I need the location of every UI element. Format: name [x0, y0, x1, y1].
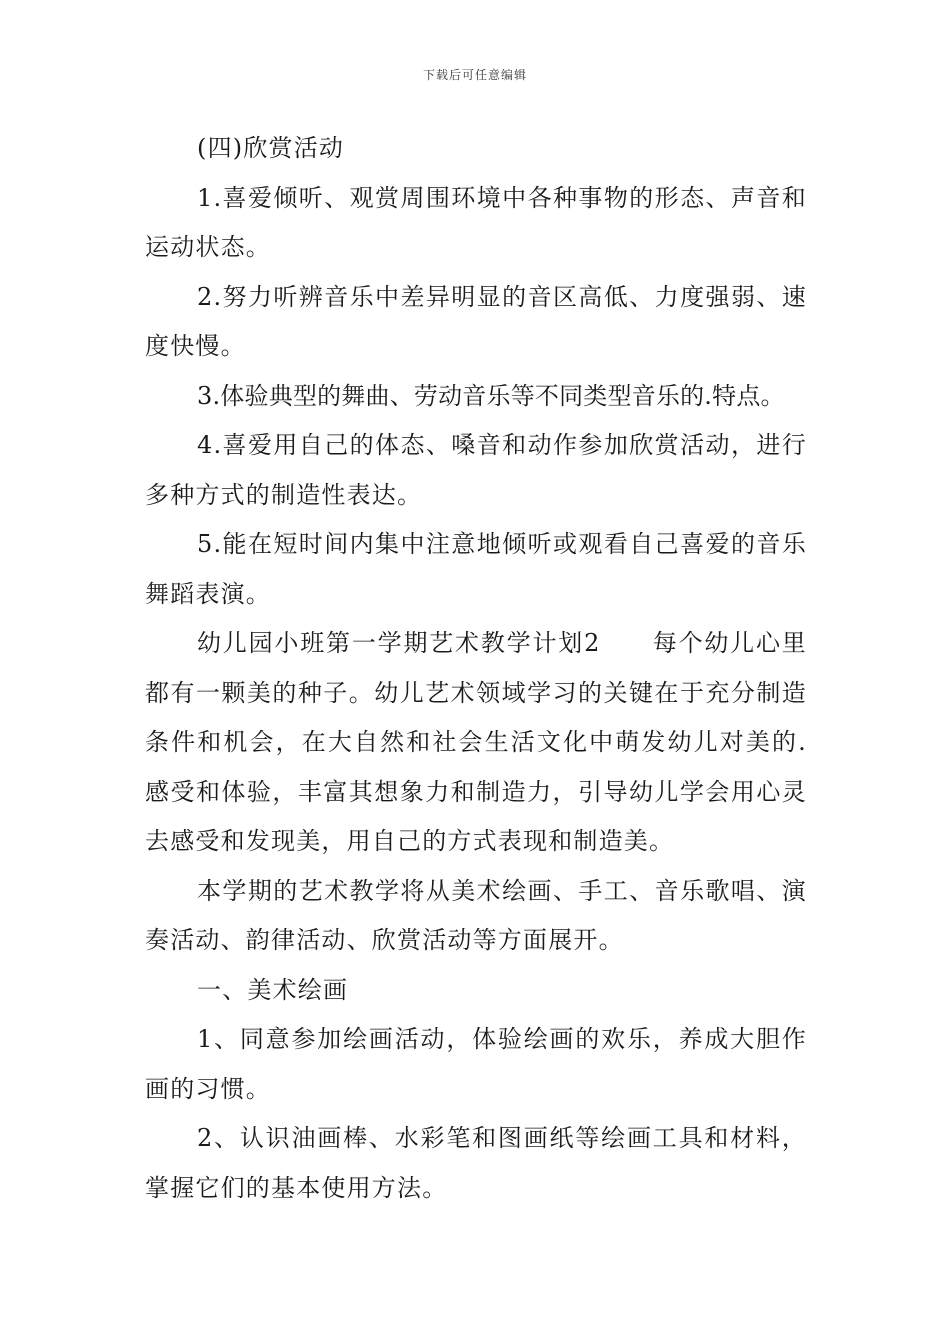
- paragraph-item-5: 5.能在短时间内集中注意地倾听或观看自己喜爱的音乐舞蹈表演。: [145, 530, 807, 608]
- paragraph-item-4: 4.喜爱用自己的体态、嗓音和动作参加欣赏活动，进行多种方式的制造性表达。: [145, 431, 807, 509]
- paragraph-item-1: 1.喜爱倾听、观赏周围环境中各种事物的形态、声音和运动状态。: [145, 183, 807, 261]
- document-body: [145, 124, 807, 1213]
- page-header: 下载后可任意编辑: [422, 68, 527, 82]
- painting-item-1: 1、同意参加绘画活动，体验绘画的欢乐，养成大胆作画的习惯。: [145, 1025, 807, 1103]
- paragraph-item-3: 3.体验典型的舞曲、劳动音乐等不同类型音乐的.特点。: [197, 381, 785, 410]
- section-heading-appreciation: (四)欣赏活动: [197, 134, 345, 162]
- section-heading-art-painting: 一、美术绘画: [197, 975, 349, 1004]
- paragraph-item-2: 2.努力听辨音乐中差异明显的音区高低、力度强弱、速度快慢。: [145, 282, 807, 360]
- plan-intro-paragraph: 幼儿园小班第一学期艺术教学计划2 每个幼儿心里都有一颗美的种子。幼儿艺术领域学习的关键在于充分制造条件和机会，在大自然和社会生活文化中萌发幼儿对美的.感受和体验，丰富其想象力和制造力，引导幼儿学会用心灵去感受和发现美，用自己的方式表现和制造美。: [145, 629, 807, 855]
- painting-item-2: 2、认识油画棒、水彩笔和图画纸等绘画工具和材料，掌握它们的基本使用方法。: [145, 1124, 807, 1202]
- semester-overview-paragraph: 本学期的艺术教学将从美术绘画、手工、音乐歌唱、演奏活动、韵律活动、欣赏活动等方面展开。: [145, 876, 807, 954]
